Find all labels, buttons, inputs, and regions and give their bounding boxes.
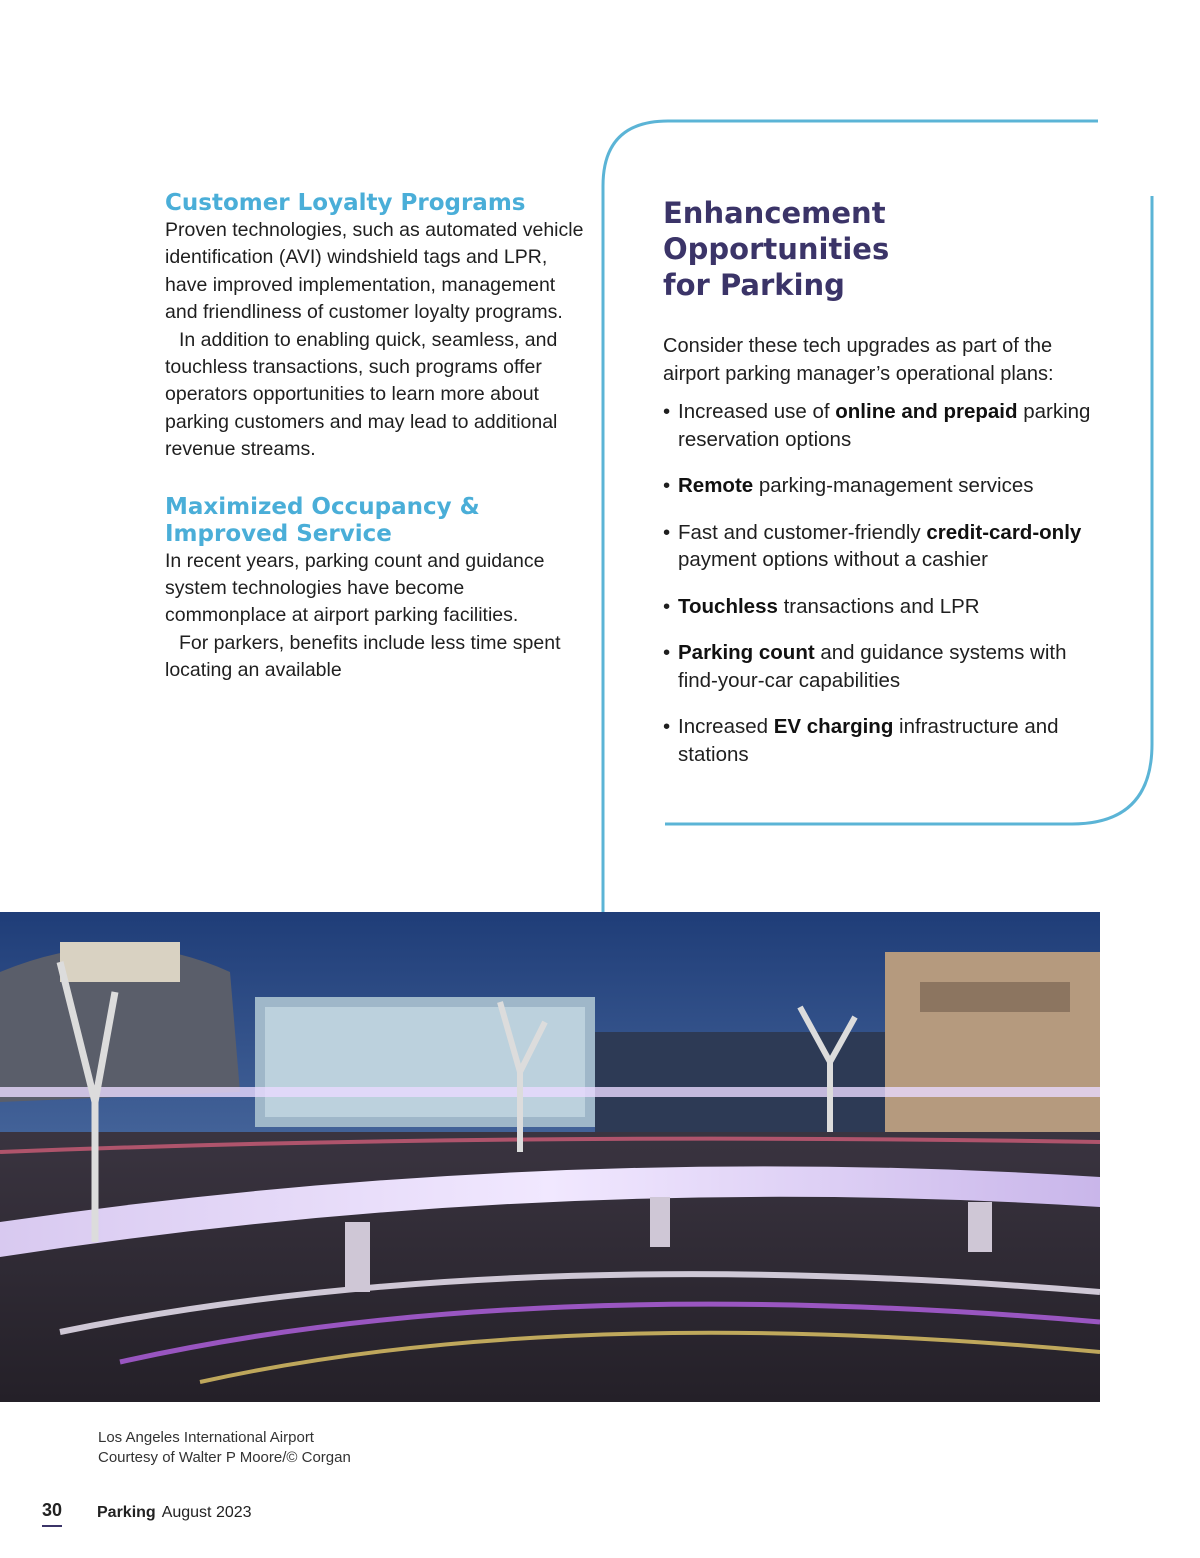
loyalty-paragraph-2: In addition to enabling quick, seamless, and touchless transactions, such programs offer operators opportunities to learn more about parking customers and may lead to additional revenue streams. — [165, 328, 558, 461]
list-item: • Increased use of online and prepaid parking reservation options — [663, 400, 1091, 451]
bullet-icon: • — [663, 400, 671, 423]
magazine-issue — [97, 1504, 252, 1522]
callout-bullet-list — [663, 398, 1103, 768]
occupancy-paragraph-1: In recent years, parking count and guidance system technologies have become commonplace at airport parking facilities. — [165, 549, 545, 627]
occupancy-paragraph-2: For parkers, benefits include less time spent locating an available — [165, 631, 561, 682]
bullet-icon: • — [663, 641, 671, 664]
photo-caption — [98, 1428, 351, 1468]
bullet-icon: • — [663, 594, 671, 618]
list-item: • Touchless transactions and LPR — [663, 593, 1103, 621]
bullet-icon: • — [663, 715, 671, 738]
occupancy-heading-line-1: Maximized Occupancy & — [165, 493, 480, 520]
section-heading-loyalty: Customer Loyalty Programs — [165, 190, 526, 216]
callout-intro: Consider these tech upgrades as part of the airport parking manager’s operational plans: — [663, 335, 1054, 385]
callout-title-line-2: for Parking — [663, 268, 845, 302]
list-item: • Parking count and guidance systems with find-your-car capabilities — [663, 641, 1067, 692]
caption-line-1: Los Angeles International Airport — [98, 1429, 314, 1446]
list-item: • Remote parking-management services — [663, 472, 1103, 500]
page-footer — [42, 1500, 252, 1527]
magazine-name: Parking — [97, 1504, 156, 1521]
loyalty-paragraph-1: Proven technologies, such as automated vehicle identification (AVI) windshield tags and LPR, have improved implementation, management and friendliness of customer loyalty programs. — [165, 219, 584, 324]
issue-date: August 2023 — [161, 1504, 252, 1521]
callout-title-line-1: Enhancement Opportunities — [663, 196, 890, 266]
page-number: 30 — [42, 1500, 62, 1527]
occupancy-heading-line-2: Improved Service — [165, 520, 392, 547]
left-column — [165, 190, 585, 685]
list-item: • Increased EV charging infrastructure and stations — [663, 715, 1059, 766]
bullet-icon: • — [663, 474, 671, 497]
airport-photo — [0, 912, 1100, 1402]
callout-box — [663, 195, 1103, 787]
list-item: • Fast and customer-friendly credit-card-only payment options without a cashier — [663, 520, 1082, 571]
section-heading-occupancy — [165, 494, 585, 548]
callout-title — [663, 195, 1103, 303]
caption-line-2: Courtesy of Walter P Moore/© Corgan — [98, 1449, 351, 1466]
bullet-icon: • — [663, 520, 671, 544]
